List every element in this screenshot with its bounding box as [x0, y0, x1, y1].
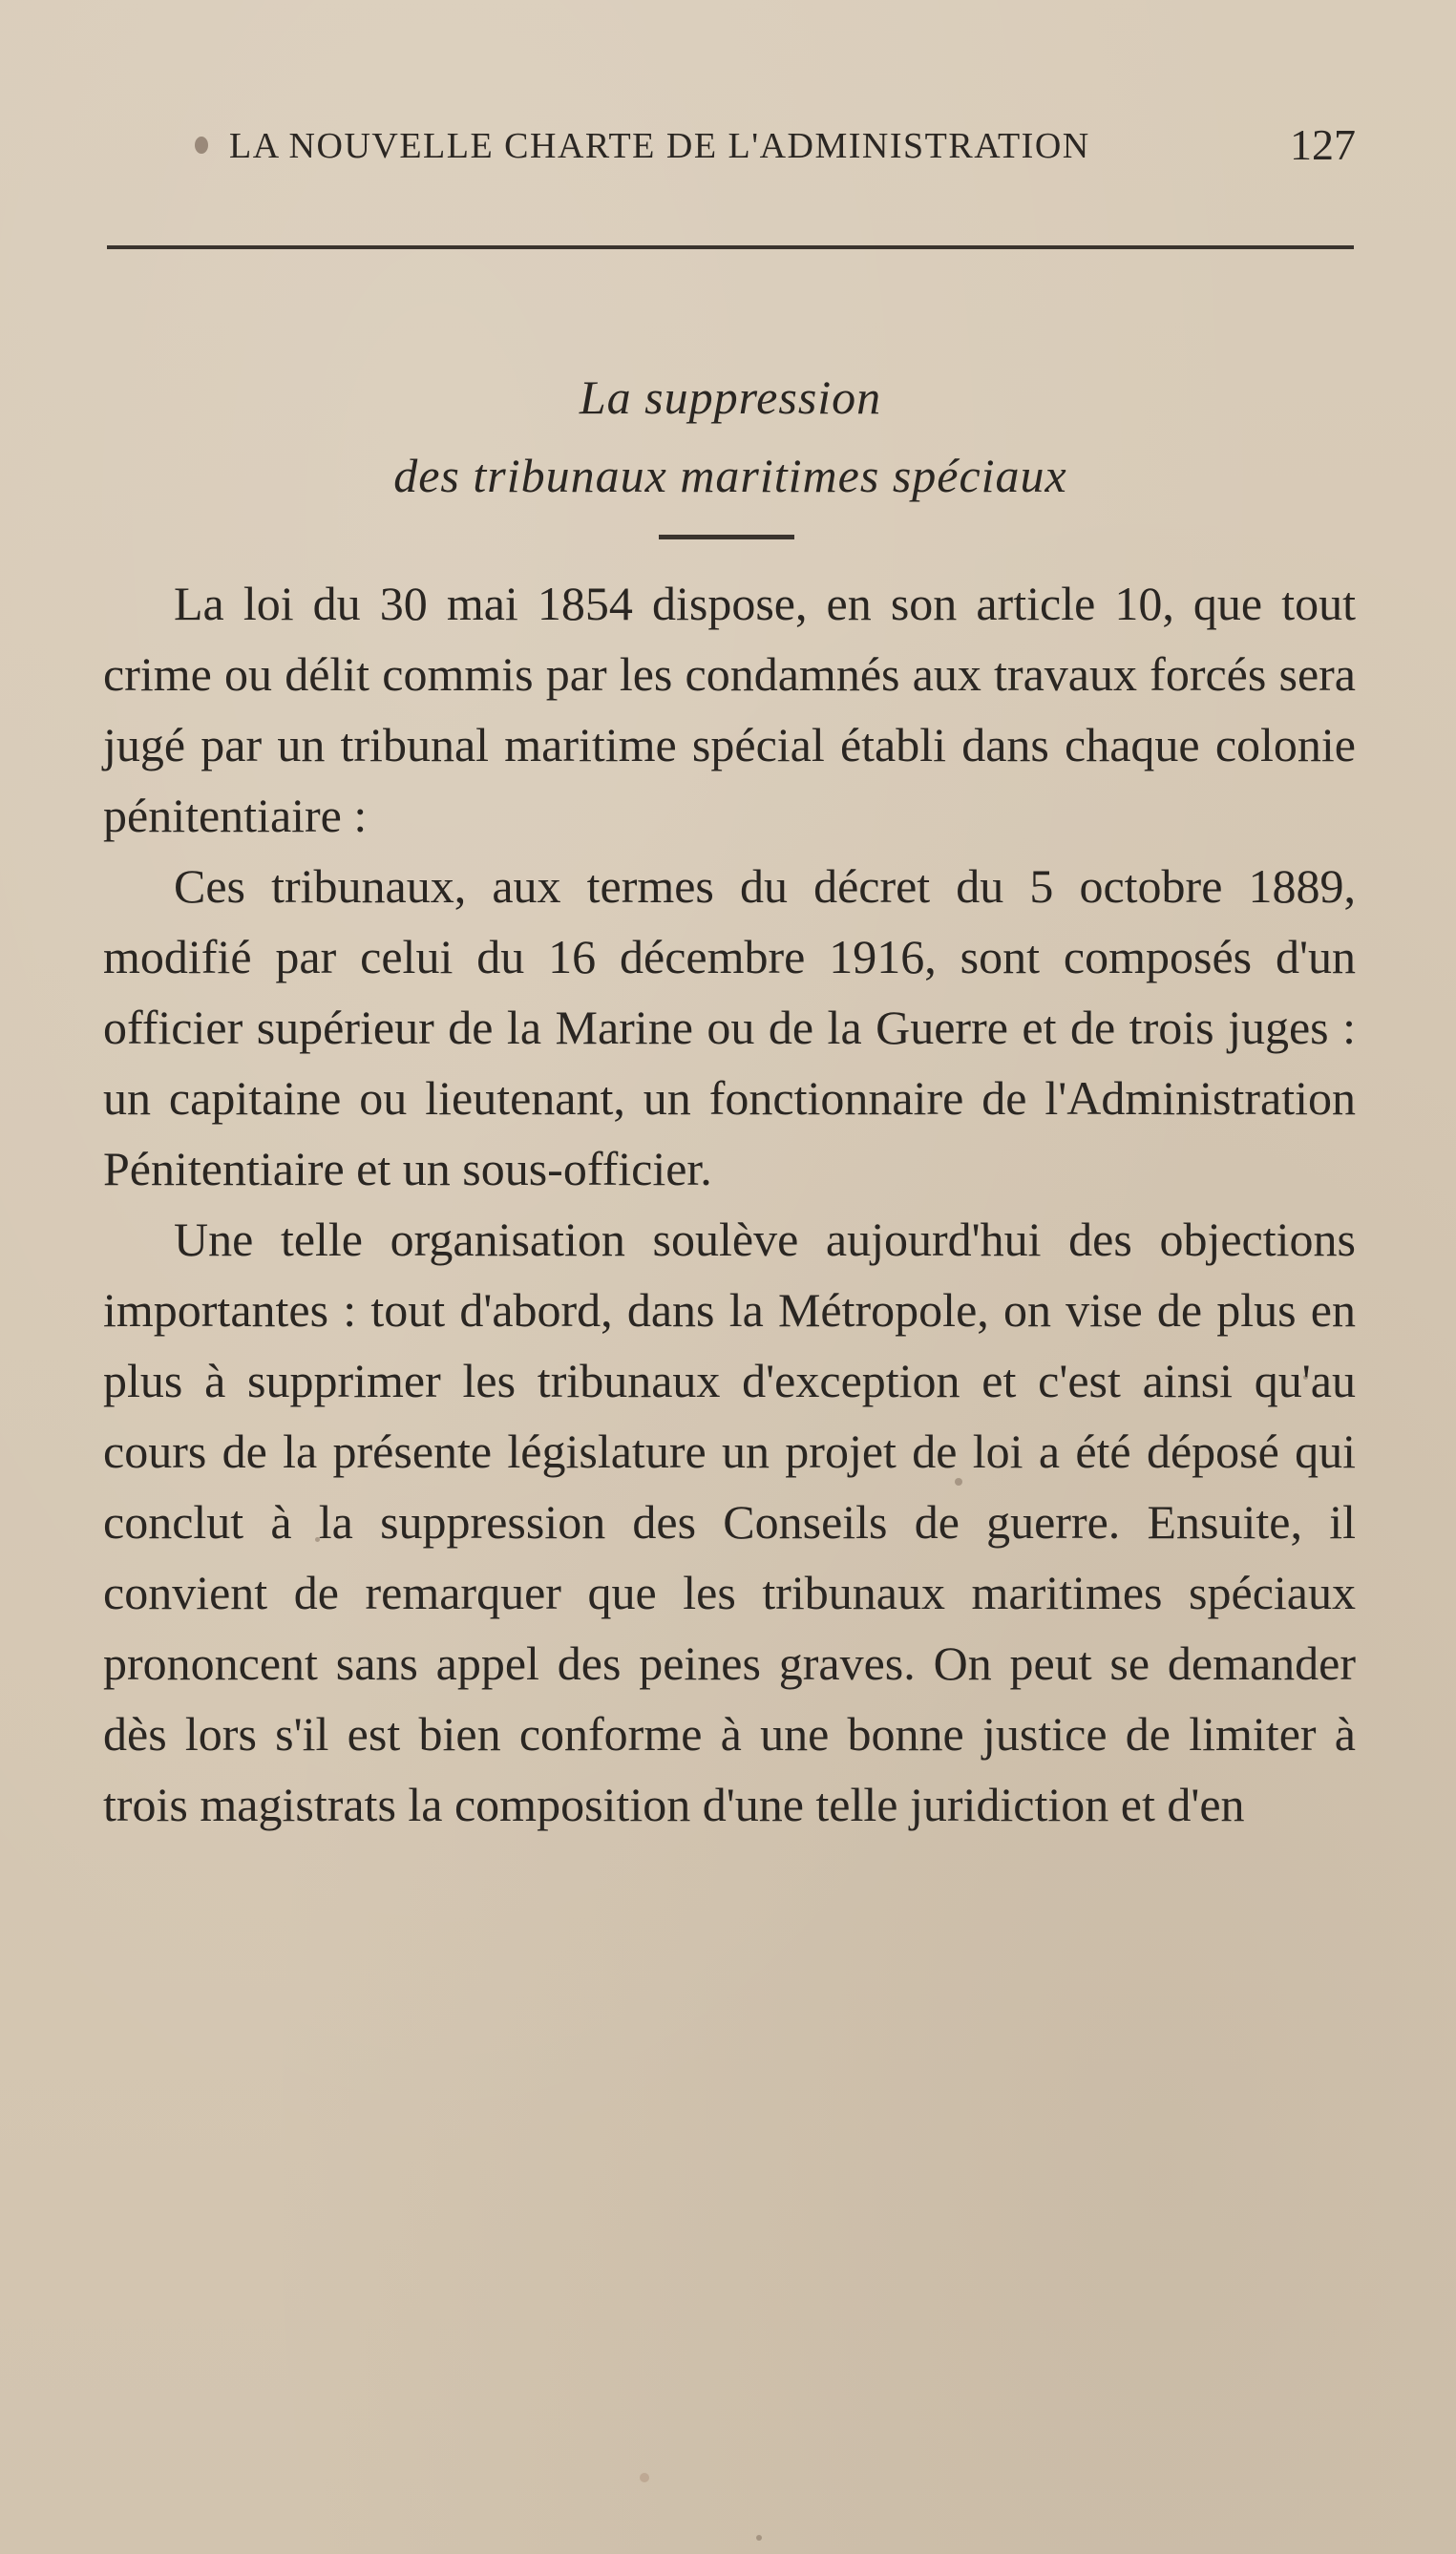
paragraph: La loi du 30 mai 1854 dispose, en son article 10, que tout crime ou délit commis par les condamnés aux travaux forcés sera jugé par un tribunal maritime spécial établi dans chaque colonie pénitentiaire : — [103, 577, 1356, 842]
section-title-line-1: La suppression — [579, 370, 882, 424]
section-title-line-2: des tribunaux maritimes spéciaux — [393, 449, 1067, 502]
paper-speck — [640, 2473, 649, 2482]
paragraph: Ces tribunaux, aux termes du décret du 5 octobre 1889, modifié par celui du 16 décembre 1916, sont composés d'un officier supérieur de la Marine ou de la Guerre et de trois juges : un capitaine ou lieutenant, un fonctionnaire de l'Administration Pénitentiaire et un sous-officier. — [103, 859, 1356, 1195]
page-header — [181, 119, 1356, 177]
running-head: LA NOUVELLE CHARTE DE L'ADMINISTRATION — [229, 126, 1090, 166]
paper-speck — [756, 2535, 762, 2541]
paragraph: Une telle organisation soulève aujourd'hui des objections importantes : tout d'abord, dans la Métropole, on vise de plus en plus à supprimer les tribunaux d'exception et c'est ainsi qu'au cours de la présente législature un projet de loi a été déposé qui conclut à la suppression des Conseils de guerre. Ensuite, il convient de remarquer que les tribunaux maritimes spéciaux prononcent sans appel des peines graves. On peut se demander dès lors s'il est bien conforme à une bonne justice de limiter à trois magistrats la composition d'une telle juridiction et d'en — [103, 1213, 1356, 1831]
ink-blot — [195, 137, 208, 154]
page-number: 127 — [1290, 120, 1356, 169]
header-rule — [107, 245, 1354, 249]
title-rule — [659, 535, 794, 539]
body-text — [103, 568, 1356, 1840]
section-title — [107, 358, 1354, 515]
